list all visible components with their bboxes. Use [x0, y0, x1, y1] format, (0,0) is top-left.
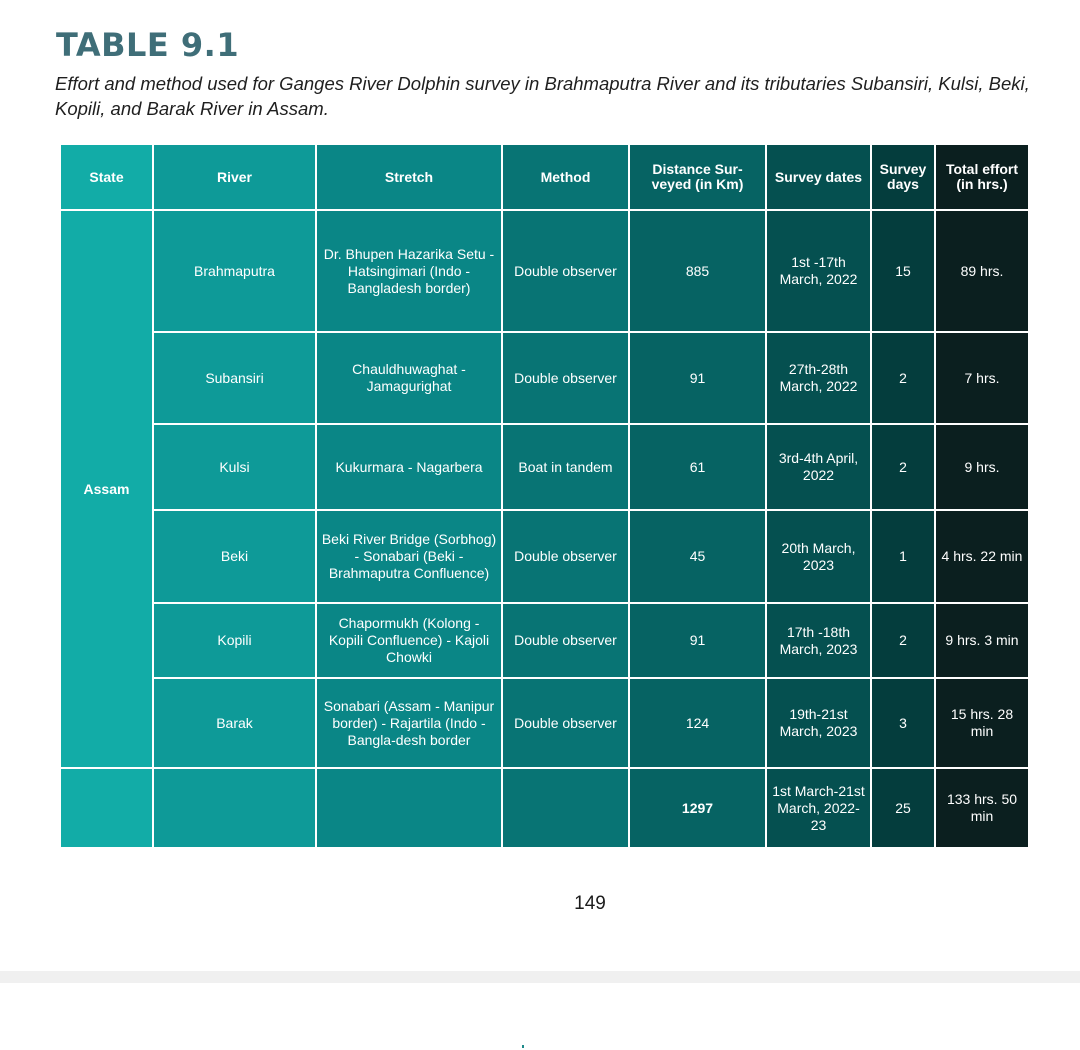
table-row — [60, 678, 1029, 768]
effort-cell: 7 hrs. — [935, 332, 1029, 424]
survey-effort-table — [59, 143, 1030, 849]
effort-cell: 89 hrs. — [935, 210, 1029, 332]
table-row — [60, 332, 1029, 424]
header-stretch: Stretch — [316, 144, 502, 210]
total-row — [60, 768, 1029, 848]
stretch-cell: Kukurmara - Nagarbera — [316, 424, 502, 510]
total-river-empty — [153, 768, 316, 848]
dates-cell: 27th-28th March, 2022 — [766, 332, 871, 424]
header-total-effort: Total effort (in hrs.) — [935, 144, 1029, 210]
effort-cell: 15 hrs. 28 min — [935, 678, 1029, 768]
header-river: River — [153, 144, 316, 210]
dates-cell: 1st -17th March, 2022 — [766, 210, 871, 332]
state-cell: Assam — [60, 210, 153, 768]
effort-cell: 9 hrs. 3 min — [935, 603, 1029, 678]
header-method: Method — [502, 144, 629, 210]
distance-cell: 45 — [629, 510, 766, 603]
distance-cell: 61 — [629, 424, 766, 510]
stretch-cell: Dr. Bhupen Hazarika Setu - Hatsingimari (Indo - Bangladesh border) — [316, 210, 502, 332]
river-cell: Subansiri — [153, 332, 316, 424]
stretch-cell: Chapormukh (Kolong - Kopili Confluence) - Kajoli Chowki — [316, 603, 502, 678]
method-cell: Double observer — [502, 332, 629, 424]
river-cell: Kulsi — [153, 424, 316, 510]
total-method-empty — [502, 768, 629, 848]
total-distance-cell: 1297 — [629, 768, 766, 848]
method-cell: Double observer — [502, 603, 629, 678]
stretch-cell: Chauldhuwaghat - Jamagurighat — [316, 332, 502, 424]
days-cell: 1 — [871, 510, 935, 603]
header-survey-dates: Survey dates — [766, 144, 871, 210]
river-cell: Beki — [153, 510, 316, 603]
effort-cell: 4 hrs. 22 min — [935, 510, 1029, 603]
days-cell: 15 — [871, 210, 935, 332]
table-row — [60, 603, 1029, 678]
days-cell: 2 — [871, 332, 935, 424]
total-dates-cell: 1st March-21st March, 2022-23 — [766, 768, 871, 848]
page-separator — [0, 971, 1080, 983]
dates-cell: 17th -18th March, 2023 — [766, 603, 871, 678]
river-cell: Kopili — [153, 603, 316, 678]
method-cell: Double observer — [502, 510, 629, 603]
header-row — [60, 144, 1029, 210]
method-cell: Boat in tandem — [502, 424, 629, 510]
total-days-cell: 25 — [871, 768, 935, 848]
method-cell: Double observer — [502, 210, 629, 332]
effort-cell: 9 hrs. — [935, 424, 1029, 510]
distance-cell: 91 — [629, 332, 766, 424]
table-row — [60, 510, 1029, 603]
table-row — [60, 210, 1029, 332]
table-title: TABLE 9.1 — [56, 26, 240, 64]
dates-cell: 20th March, 2023 — [766, 510, 871, 603]
stretch-cell: Sonabari (Assam - Manipur border) - Rajartila (Indo - Bangla-desh border — [316, 678, 502, 768]
header-survey-days: Survey days — [871, 144, 935, 210]
total-stretch-empty — [316, 768, 502, 848]
scroll-indicator — [522, 1045, 524, 1048]
dates-cell: 19th-21st March, 2023 — [766, 678, 871, 768]
distance-cell: 885 — [629, 210, 766, 332]
header-distance: Distance Sur-veyed (in Km) — [629, 144, 766, 210]
method-cell: Double observer — [502, 678, 629, 768]
days-cell: 3 — [871, 678, 935, 768]
stretch-cell: Beki River Bridge (Sorbhog) - Sonabari (Beki - Brahmaputra Confluence) — [316, 510, 502, 603]
distance-cell: 91 — [629, 603, 766, 678]
river-cell: Brahmaputra — [153, 210, 316, 332]
distance-cell: 124 — [629, 678, 766, 768]
table-caption: Effort and method used for Ganges River Dolphin survey in Brahmaputra River and its tributaries Subansiri, Kulsi, Beki, Kopili, and Barak River in Assam. — [55, 73, 1030, 119]
dates-cell: 3rd-4th April, 2022 — [766, 424, 871, 510]
total-effort-cell: 133 hrs. 50 min — [935, 768, 1029, 848]
days-cell: 2 — [871, 424, 935, 510]
table-row — [60, 424, 1029, 510]
river-cell: Barak — [153, 678, 316, 768]
header-state: State — [60, 144, 153, 210]
total-state-empty — [60, 768, 153, 848]
days-cell: 2 — [871, 603, 935, 678]
page-number: 149 — [574, 893, 606, 914]
